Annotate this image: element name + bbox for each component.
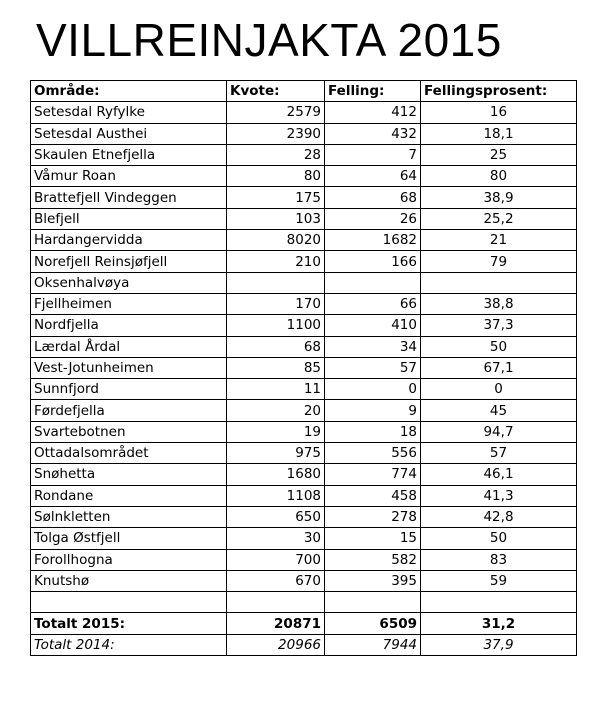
area-cell: Vest-Jotunheimen [31,357,227,378]
area-cell: Forollhogna [31,549,227,570]
empty-cell [227,592,325,613]
percent-cell: 57 [421,443,577,464]
quota-cell: 1680 [227,464,325,485]
percent-cell: 21 [421,230,577,251]
table-row [31,549,577,570]
total-row-2015 [31,613,577,634]
empty-cell [421,592,577,613]
percent-cell: 94,7 [421,421,577,442]
quota-cell: 8020 [227,230,325,251]
table-row [31,443,577,464]
percent-cell: 45 [421,400,577,421]
table-body [31,102,577,656]
quota-cell: 2390 [227,123,325,144]
area-cell: Norefjell Reinsjøfjell [31,251,227,272]
area-cell: Knutshø [31,570,227,591]
percent-cell: 83 [421,549,577,570]
header-harvest: Felling: [325,81,421,102]
table-row [31,485,577,506]
area-cell: Nordfjella [31,315,227,336]
area-cell: Setesdal Ryfylke [31,102,227,123]
area-cell: Setesdal Austhei [31,123,227,144]
percent-cell: 50 [421,336,577,357]
percent-cell: 0 [421,379,577,400]
area-cell: Lærdal Årdal [31,336,227,357]
percent-cell [421,272,577,293]
area-cell: Svartebotnen [31,421,227,442]
area-cell: Sølnkletten [31,506,227,527]
area-cell: Snøhetta [31,464,227,485]
quota-cell: 68 [227,336,325,357]
empty-cell [31,592,227,613]
quota-cell: 170 [227,293,325,314]
harvest-cell: 18 [325,421,421,442]
table-row [31,528,577,549]
percent-cell: 38,8 [421,293,577,314]
area-cell: Våmur Roan [31,166,227,187]
percent-cell: 37,9 [421,634,577,655]
quota-cell: 975 [227,443,325,464]
header-quota: Kvote: [227,81,325,102]
percent-cell: 59 [421,570,577,591]
quota-cell: 670 [227,570,325,591]
harvest-cell: 278 [325,506,421,527]
harvest-cell: 66 [325,293,421,314]
harvest-cell: 432 [325,123,421,144]
area-cell: Tolga Østfjell [31,528,227,549]
harvest-cell: 166 [325,251,421,272]
harvest-cell: 57 [325,357,421,378]
table-row [31,166,577,187]
table-row [31,570,577,591]
area-cell: Ottadalsområdet [31,443,227,464]
area-cell: Førdefjella [31,400,227,421]
header-area: Område: [31,81,227,102]
quota-cell: 103 [227,208,325,229]
harvest-cell: 64 [325,166,421,187]
area-cell: Rondane [31,485,227,506]
percent-cell: 67,1 [421,357,577,378]
quota-cell: 2579 [227,102,325,123]
table-row [31,102,577,123]
quota-cell: 175 [227,187,325,208]
quota-cell: 1100 [227,315,325,336]
quota-cell: 28 [227,144,325,165]
quota-cell: 700 [227,549,325,570]
percent-cell: 41,3 [421,485,577,506]
table-row [31,293,577,314]
table-row [31,230,577,251]
area-cell: Hardangervidda [31,230,227,251]
table-row [31,272,577,293]
percent-cell: 31,2 [421,613,577,634]
quota-cell [227,272,325,293]
area-cell: Totalt 2015: [31,613,227,634]
percent-cell: 50 [421,528,577,549]
table-row [31,357,577,378]
harvest-cell: 68 [325,187,421,208]
area-cell: Skaulen Etnefjella [31,144,227,165]
quota-cell: 19 [227,421,325,442]
area-cell: Sunnfjord [31,379,227,400]
table-row [31,400,577,421]
harvest-cell: 582 [325,549,421,570]
quota-cell: 80 [227,166,325,187]
harvest-cell: 412 [325,102,421,123]
table-row [31,464,577,485]
quota-cell: 85 [227,357,325,378]
table-row [31,123,577,144]
table-row [31,315,577,336]
harvest-cell: 774 [325,464,421,485]
area-cell: Blefjell [31,208,227,229]
quota-cell: 30 [227,528,325,549]
percent-cell: 25 [421,144,577,165]
percent-cell: 46,1 [421,464,577,485]
percent-cell: 80 [421,166,577,187]
quota-cell: 20 [227,400,325,421]
harvest-cell: 556 [325,443,421,464]
harvest-cell: 34 [325,336,421,357]
percent-cell: 25,2 [421,208,577,229]
total-row-2014 [31,634,577,655]
page-title: VILLREINJAKTA 2015 [36,14,502,66]
percent-cell: 79 [421,251,577,272]
harvest-cell: 7 [325,144,421,165]
header-row [31,81,577,102]
spacer-row [31,592,577,613]
percent-cell: 16 [421,102,577,123]
table-row [31,336,577,357]
harvest-cell: 7944 [325,634,421,655]
harvest-cell: 6509 [325,613,421,634]
percent-cell: 37,3 [421,315,577,336]
empty-cell [325,592,421,613]
area-cell: Totalt 2014: [31,634,227,655]
table-row [31,187,577,208]
harvest-cell [325,272,421,293]
harvest-cell: 410 [325,315,421,336]
harvest-cell: 0 [325,379,421,400]
table-row [31,421,577,442]
area-cell: Fjellheimen [31,293,227,314]
harvest-cell: 15 [325,528,421,549]
harvest-cell: 9 [325,400,421,421]
quota-cell: 20966 [227,634,325,655]
percent-cell: 42,8 [421,506,577,527]
harvest-cell: 395 [325,570,421,591]
percent-cell: 38,9 [421,187,577,208]
quota-cell: 210 [227,251,325,272]
area-cell: Oksenhalvøya [31,272,227,293]
table-row [31,208,577,229]
table-row [31,144,577,165]
harvest-cell: 1682 [325,230,421,251]
table-row [31,379,577,400]
quota-cell: 11 [227,379,325,400]
area-cell: Brattefjell Vindeggen [31,187,227,208]
percent-cell: 18,1 [421,123,577,144]
quota-cell: 650 [227,506,325,527]
harvest-cell: 26 [325,208,421,229]
header-percent: Fellingsprosent: [421,81,577,102]
table-row [31,506,577,527]
table-row [31,251,577,272]
hunting-statistics-table [30,80,577,656]
quota-cell: 1108 [227,485,325,506]
harvest-cell: 458 [325,485,421,506]
quota-cell: 20871 [227,613,325,634]
